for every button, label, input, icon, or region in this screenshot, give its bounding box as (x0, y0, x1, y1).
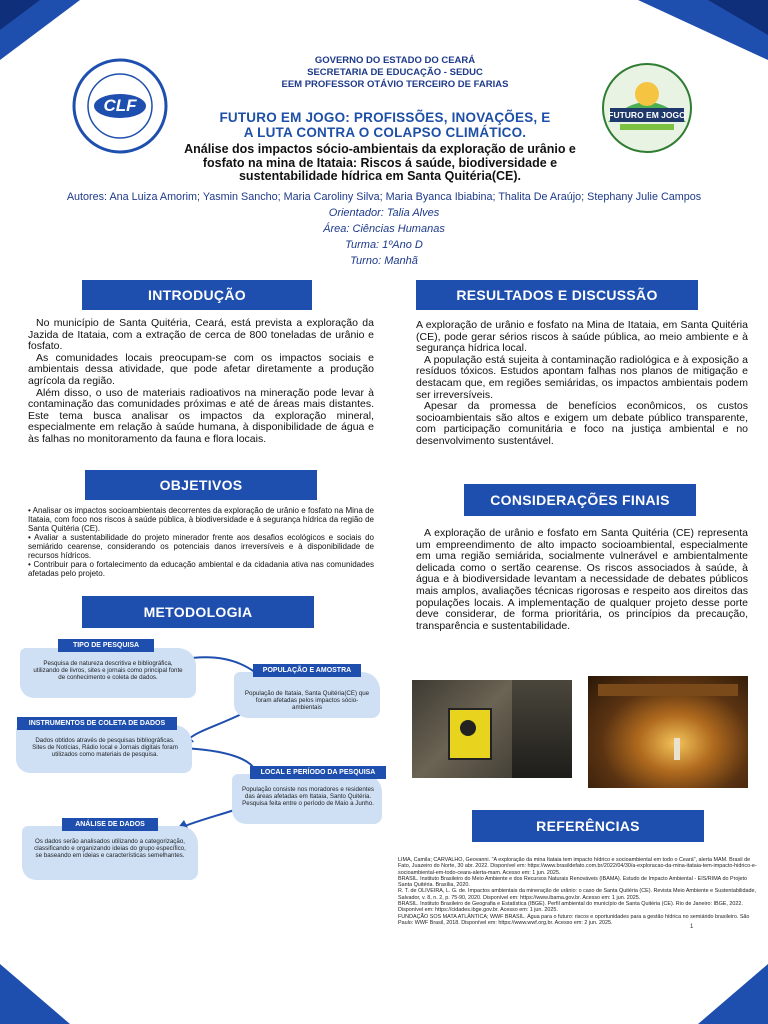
references-heading: REFERÊNCIAS (472, 810, 704, 842)
mine-tunnel-photo (588, 676, 748, 788)
results-text (416, 320, 748, 448)
page-number: 1 (690, 924, 694, 930)
method-tag-tipo: TIPO DE PESQUISA (58, 639, 154, 652)
method-tag-local: LOCAL E PERÍODO DA PESQUISA (250, 766, 386, 779)
gov-line: GOVERNO DO ESTADO DO CEARÁ (314, 55, 476, 66)
corner-decoration-top-left (0, 0, 80, 70)
reference-item: BRASIL. Instituto Brasileiro de Geografia e Estatística (IBGE). Perfil ambiental do município de Santa Quitéria (CE). Rio de Janeiro: IBGE, 2022. Disponível em: https://cidades.ibge.gov.br. Acesso em: 1 jun. 2025. (398, 901, 743, 914)
method-text-populacao: População de Itataia, Santa Quitéria(CE) que foram afetadas pelos impactos sócio-ambientais (244, 690, 370, 712)
reference-item: FUNDAÇÃO SOS MATA ATLÂNTICA; WWF BRASIL. Água para o futuro: riscos e oportunidades para a gestão hídrica no semiárido brasileiro. São Paulo: WWF Brasil, 2018. Disponível em: https://www.wwf.org.br. Acesso em: 2 jun. 2025. (398, 913, 750, 926)
title-line: fosfato na mina de Itataia: Riscos á saúde, biodiversidade e (202, 155, 558, 170)
gov-line: SECRETARIA DE EDUCAÇÃO - SEDUC (307, 67, 483, 78)
school-logo-text: CLF (103, 96, 137, 115)
method-text-analise: Os dados serão analisados utilizando a categorização, classificando e organizando ideias do grupo específico, se baseando em ideias e características semelhantes. (34, 838, 186, 860)
method-tag-analise: ANÁLISE DE DADOS (62, 818, 158, 831)
intro-paragraph: As comunidades locais preocupam-se com os impactos sociais e ambientais dessa atividade, que pode afetar diretamente a produção agrícola da região. (28, 351, 374, 387)
reference-item: BRASIL. Instituto Brasileiro do Meio Ambiente e dos Recursos Naturais Renováveis (IBAMA). Estudo de Impacto Ambiental - EIS/RIMA do Projeto Santa Quitéria. Brasília, 2020. (398, 875, 748, 889)
authors: Autores: Ana Luiza Amorim; Yasmin Sancho; Maria Caroliny Silva; Maria Byanca Ibiabina; Thalita De Araújo; Stephany Julie Campos (66, 191, 702, 203)
objective-item: • Avaliar a sustentabilidade do projeto minerador frente aos desafios ecológicos e sociais do semiárido cearense, considerando os potenciais danos irreversíveis e à disponibilidade de recursos hídricos. (28, 533, 374, 560)
event-logo (598, 62, 696, 154)
method-text-tipo: Pesquisa de natureza descritiva e bibliográfica, utilizando de livros, sites e jornais como principal fonte de conhecimento e coleta de dados. (33, 660, 183, 682)
school-logo (72, 58, 168, 154)
method-text-local: População consiste nos moradores e residentes das áreas afetadas em Itataia, Santo Quitéria. Pesquisa feita entre o período de Maio a Junho. (241, 786, 375, 808)
conclusions-paragraph: A exploração de urânio e fosfato em Santa Quitéria (CE) representa um empreendimento de alto impacto socioambiental, especialmente em uma região semiárida, socialmente vulnerável e ambientalmente delicada como o sertão cearense. Os riscos associados à saúde, à água e à biodiversidade levantam a necessidade de debates públicos mais amplos, avaliações técnicas rigorosas e respeito aos direitos das populações locais. A implementação de qualquer projeto desse porte deve considerar, de forma prioritária, os princípios da precaução, transparência e sustentabilidade. (416, 527, 748, 632)
method-tag-instrumentos: INSTRUMENTOS DE COLETA DE DADOS (17, 717, 177, 730)
objectives-list (28, 506, 374, 578)
method-tag-populacao: POPULAÇÃO E AMOSTRA (253, 664, 361, 677)
objectives-heading: OBJETIVOS (85, 470, 317, 500)
method-text-instrumentos: Dados obtidos através de pesquisas bibliográficas. Sites de Notícias, Rádio local e Jornais digitais foram utilizados como materiais de pesquisa. (32, 737, 178, 759)
theme-line: FUTURO EM JOGO: PROFISSÕES, INOVAÇÕES, E (219, 110, 551, 125)
methodology-heading: METODOLOGIA (82, 596, 314, 628)
corner-decoration-bottom-left (0, 964, 70, 1024)
corner-decoration-bottom-right (698, 964, 768, 1024)
conclusions-text (416, 528, 748, 632)
area: Área: Ciências Humanas (323, 223, 445, 235)
intro-heading: INTRODUÇÃO (82, 280, 312, 310)
mine-radiation-sign-photo (412, 680, 572, 778)
objective-item: • Analisar os impactos socioambientais decorrentes da exploração de urânio e fosfato na Mina de Itataia, com foco nos riscos à saúde pública, à biodiversidade e à segurança hídrica da região de Santa Quitéria (CE). (28, 506, 374, 533)
objective-item: • Contribuir para o fortalecimento da educação ambiental e da cidadania ativa nas comunidades afetadas pelo projeto. (28, 560, 374, 578)
corner-decoration-top-right (638, 0, 768, 70)
title-line: sustentabilidade hídrica em Santa Quitéria(CE). (238, 169, 521, 183)
gov-line: EEM PROFESSOR OTÁVIO TERCEIRO DE FARIAS (281, 79, 509, 90)
conclusions-heading: CONSIDERAÇÕES FINAIS (464, 484, 696, 516)
class-group: Turma: 1ºAno D (345, 239, 423, 251)
event-theme (170, 110, 600, 140)
intro-text (28, 318, 374, 446)
shift: Turno: Manhã (350, 255, 418, 267)
references-list (398, 857, 758, 926)
poster-title (150, 143, 610, 184)
advisor: Orientador: Talia Alves (328, 207, 440, 219)
reference-item: R. T. de OLIVEIRA, L. G. de. Impactos ambientais da mineração de urânio: o caso de Santa Quitéria (CE). Revista Meio Ambiente e Sustentabilidade, Salvador, v. 8, n. 2, p. 75-90, 2020. Disponível em: https://www.ibama.gov.br. Acesso em: 1 jun. 2025. (398, 888, 756, 901)
intro-paragraph: Além disso, o uso de materiais radioativos na mineração pode levar à contaminação das comunidades próximas e até de áreas mais distantes. Este tema busca analisar os impactos da exploração mineral, especialmente em relação à saúde humana, à disponibilidade de água e às falhas no monitoramento da fauna e flora locais. (28, 386, 374, 445)
intro-paragraph: No município de Santa Quitéria, Ceará, está prevista a exploração da Jazida de Itataia, com a extração de cerca de 800 toneladas de urânio e fosfato. (28, 317, 374, 353)
government-header (215, 55, 575, 91)
reference-item: LIMA, Camila; CARVALHO, Geovanni. "A exploração da mina Itataia tem impacto hídrico e socioambiental em todo o Ceará", alerta MAM. Brasil de Fato, Juazeiro do Norte, 30 abr. 2022. Disponível em: https://www.brasildefato.com.br/2022/04/30/a-exploracao-da-mina-itataia-tem-impacto-hidrico-e-socioambiental-em-todo-ceara-alerta-mam. Acesso em: 1 jun. 2025. (398, 857, 757, 876)
results-paragraph: Apesar da promessa de benefícios econômicos, os custos socioambientais são altos e exigem um debate público transparente, com participação comunitária e foco na justiça ambiental e no desenvolvimento sustentável. (416, 400, 748, 447)
event-logo-text: FUTURO EM JOGO (608, 110, 686, 120)
theme-line: A LUTA CONTRA O COLAPSO CLIMÁTICO. (243, 125, 527, 140)
results-heading: RESULTADOS E DISCUSSÃO (416, 280, 698, 310)
title-line: Análise dos impactos sócio-ambientais da exploração de urânio e (184, 142, 576, 156)
results-paragraph: A população está sujeita à contaminação radiológica e à exposição a resíduos tóxicos. Estudos apontam falhas nos planos de mitigação e destacam que, em regiões semiáridas, os impactos ambientais podem ser irreversíveis. (416, 353, 748, 401)
results-paragraph: A exploração de urânio e fosfato na Mina de Itataia, em Santa Quitéria (CE), pode gerar sérios riscos à saúde pública, ao meio ambiente e à segurança hídrica local. (416, 319, 748, 355)
